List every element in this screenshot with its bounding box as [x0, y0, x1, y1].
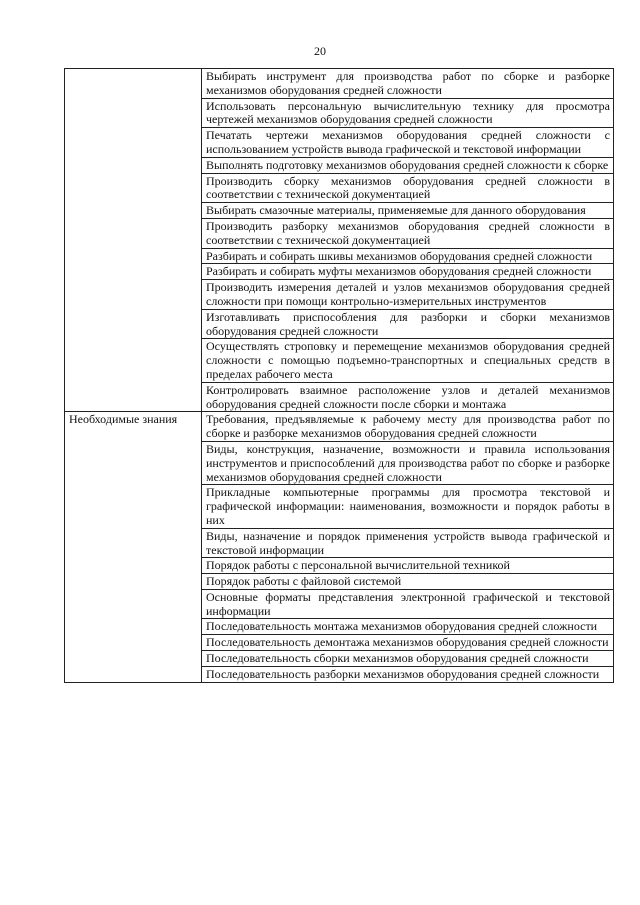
- row-text: Требования, предъявляемые к рабочему месту для производства работ по сборке и разборке механизмов оборудования средней сложности: [202, 412, 614, 442]
- section-label: Необходимые знания: [69, 412, 178, 427]
- knowledge-label-cell: [65, 412, 202, 682]
- row-text: Виды, назначение и порядок применения устройств вывода графической и текстовой информации: [202, 528, 614, 558]
- row-text: Последовательность монтажа механизмов оборудования средней сложности: [202, 619, 614, 635]
- skills-label-cell: [65, 69, 202, 412]
- row-text: Выбирать смазочные материалы, применяемые для данного оборудования: [202, 203, 614, 219]
- row-text: Последовательность сборки механизмов оборудования средней сложности: [202, 651, 614, 667]
- row-text: Разбирать и собирать шкивы механизмов оборудования средней сложности: [202, 248, 614, 264]
- row-text: Выполнять подготовку механизмов оборудования средней сложности к сборке: [202, 157, 614, 173]
- row-text: Контролировать взаимное расположение узлов и деталей механизмов оборудования средней сложности после сборки и монтажа: [202, 382, 614, 412]
- row-text: Последовательность разборки механизмов оборудования средней сложности: [202, 666, 614, 682]
- row-text: Выбирать инструмент для производства работ по сборке и разборке механизмов оборудования средней сложности: [202, 69, 614, 99]
- row-text: Последовательность демонтажа механизмов оборудования средней сложности: [202, 635, 614, 651]
- row-text: Виды, конструкция, назначение, возможности и правила использования инструментов и приспособлений для производства работ по сборке и разборке механизмов оборудования средней сложности: [202, 441, 614, 484]
- row-text: Печатать чертежи механизмов оборудования средней сложности с использованием устройств вывода графической и текстовой информации: [202, 128, 614, 158]
- row-text: Производить сборку механизмов оборудования средней сложности в соответствии с технической документацией: [202, 173, 614, 203]
- row-text: Осуществлять строповку и перемещение механизмов оборудования средней сложности с помощью подъемно-транспортных и специальных средств в пределах рабочего места: [202, 339, 614, 382]
- row-text: Прикладные компьютерные программы для просмотра текстовой и графической информации: наименования, возможности и порядок работы в них: [202, 485, 614, 528]
- table-body: [65, 69, 614, 683]
- row-text: Разбирать и собирать муфты механизмов оборудования средней сложности: [202, 264, 614, 280]
- table-row: [65, 412, 614, 442]
- row-text: Основные форматы представления электронной графической и текстовой информации: [202, 589, 614, 619]
- row-text: Порядок работы с персональной вычислительной техникой: [202, 558, 614, 574]
- row-text: Изготавливать приспособления для разборки и сборки механизмов оборудования средней сложности: [202, 309, 614, 339]
- competency-table: [64, 68, 614, 683]
- row-text: Производить измерения деталей и узлов механизмов оборудования средней сложности при помощи контрольно-измерительных инструментов: [202, 280, 614, 310]
- page-number: 20: [314, 44, 326, 58]
- row-text: Производить разборку механизмов оборудования средней сложности в соответствии с технической документацией: [202, 218, 614, 248]
- row-text: Порядок работы с файловой системой: [202, 574, 614, 590]
- row-text: Использовать персональную вычислительную технику для просмотра чертежей механизмов оборудования средней сложности: [202, 98, 614, 128]
- table-row: [65, 69, 614, 99]
